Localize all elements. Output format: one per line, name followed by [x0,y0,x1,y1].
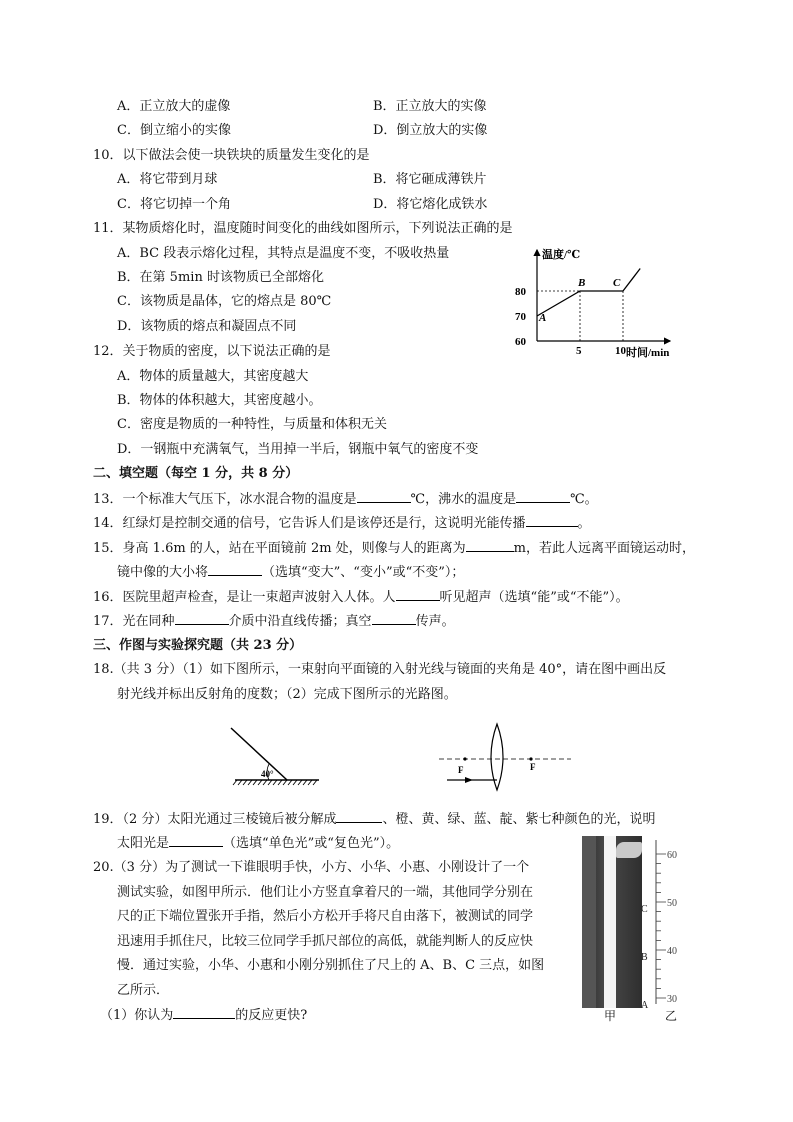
y-tick-80: 80 [515,286,526,298]
q10-stem: 10．以下做法会使一块铁块的质量发生变化的是 [93,148,370,163]
ruler-label-60: 60 [667,850,677,861]
q17-text-1: 17．光在同种 [93,614,175,629]
q20-line-5: 慢．通过实验，小华、小惠和小刚分别抓住了尺上的 A、B、C 三点，如图 [117,958,545,973]
point-label-a: A [539,312,547,324]
ruler-point-b: B [641,951,648,963]
q18-line-1: 18.（共 3 分）（1）如下图所示，一束射向平面镜的入射光线与镜面的夹角是 40°，请在图中画出反 [93,662,667,677]
q16-text-1: 16．医院里超声检查，是让一束超声波射入人体。人 [93,590,396,605]
q19-blank-1[interactable] [336,810,382,823]
q11-stem: 11．某物质熔化时，温度随时间变化的曲线如图所示，下列说法正确的是 [93,221,513,236]
ruler-photo [582,836,642,1008]
q17-blank-2[interactable] [372,612,416,625]
focus-right-point [529,757,532,760]
q13-text-2: ℃，沸水的温度是 [410,492,517,507]
y-tick-70: 70 [515,311,526,323]
q20-sub1-blank[interactable] [173,1006,235,1019]
incident-ray [231,728,287,780]
q16-text-2: 听见超声（选填“能”或“不能”）。 [439,590,629,605]
q19-line-2 [117,834,399,853]
q17-text-2: 介质中沿直线传播；真空 [228,614,372,629]
focus-left-label: F [458,765,464,775]
melting-curve-chart [512,244,690,364]
ruler-strip [604,836,616,1008]
q20-line-1: 20.（3 分）为了测试一下谁眼明手快，小方、小华、小惠、小刚设计了一个 [93,860,530,875]
q13 [93,490,598,509]
section-2-title: 二、填空题（每空 1 分，共 8 分） [93,466,299,481]
q12-option-b: B．物体的体积越大，其密度越小。 [117,393,322,408]
x-axis-label: 时间/min [626,347,670,359]
q13-blank-2[interactable] [516,490,570,503]
angle-label: 40° [261,769,274,779]
q14 [93,514,591,533]
q9-option-b: B．正立放大的实像 [373,99,487,114]
q18-line-2: 射光线并标出反射角的度数；（2）完成下图所示的光路图。 [117,687,457,702]
q11-option-b: B．在第 5min 时该物质已全部熔化 [117,270,324,285]
q14-blank[interactable] [526,514,578,527]
background-panel [582,836,596,1008]
q12-option-d: D．一钢瓶中充满氧气，当用掉一半后，钢瓶中氧气的密度不变 [117,442,479,457]
q20-sub1-text-1: （1）你认为 [100,1008,174,1023]
q20-line-3: 尺的正下端位置张开手指，然后小方松开手将尺自由落下，被测试的同学 [117,909,534,924]
q9-option-a: A．正立放大的虚像 [117,99,231,114]
q15-blank-1[interactable] [466,539,514,552]
q15-text-1: 15．身高 1.6m 的人，站在平面镜前 2m 处，则像与人的距离为 [93,541,466,556]
q15-line-2 [117,563,464,582]
figure-label-jia: 甲 [604,1009,617,1023]
point-label-c: C [613,277,621,289]
q14-text-2: 。 [577,516,591,531]
convex-lens-figure [435,722,575,792]
x-tick-5: 5 [576,345,582,357]
focus-left-point [463,757,466,760]
q20-sub-1 [100,1006,307,1025]
q13-blank-1[interactable] [357,490,411,503]
q12-option-a: A．物体的质量越大，其密度越大 [117,369,309,384]
q19-text-1: 19．（2 分）太阳光通过三棱镜后被分解成 [93,812,337,827]
q14-text-1: 14．红绿灯是控制交通的信号，它告诉人们是该停还是行，这说明光能传播 [93,516,526,531]
y-axis-label: 温度/℃ [542,249,581,261]
q11-option-c: C．该物质是晶体，它的熔点是 80℃ [117,294,332,309]
y-tick-60: 60 [515,336,526,348]
q17-text-3: 传声。 [415,614,455,629]
q15-text-3: 镜中像的大小将 [117,565,209,580]
focus-right-label: F [530,762,536,772]
q12-stem: 12．关于物质的密度，以下说法正确的是 [93,344,331,359]
q20-line-2: 测试实验，如图甲所示．他们让小方竖直拿着尺的一端，其他同学分别在 [117,885,534,900]
point-label-b: B [578,277,586,289]
q15-line-1 [93,539,695,558]
ruler-label-40: 40 [667,946,677,957]
q17 [93,612,455,631]
curve-line [537,269,640,317]
q9-option-d: D．倒立放大的实像 [373,123,488,138]
q19-text-3: 太阳光是 [117,836,170,851]
q15-text-2: m，若此人远离平面镜运动时， [513,541,695,556]
q12-option-c: C．密度是物质的一种特性，与质量和体积无关 [117,417,387,432]
x-tick-10: 10 [615,345,626,357]
q20-sub1-text-2: 的反应更快? [235,1008,308,1023]
q19-text-4: （选填“单色光”或“复色光”）。 [223,836,400,851]
q20-line-6: 乙所示． [117,983,170,998]
q20-line-4: 迅速用手抓住尺，比较三位同学手抓尺部位的高低，就能判断人的反应快 [117,934,534,949]
q17-blank-1[interactable] [175,612,229,625]
q13-text-1: 13．一个标准大气压下，冰水混合物的温度是 [93,492,357,507]
q11-option-d: D．该物质的熔点和凝固点不同 [117,319,297,334]
q16 [93,588,629,607]
ruler-label-50: 50 [667,898,677,909]
ruler-scale-figure [640,836,690,1008]
section-3-title: 三、作图与实验探究题（共 23 分） [93,638,303,653]
ruler-point-c: C [641,903,648,915]
q9-option-c: C．倒立缩小的实像 [117,123,231,138]
q19-blank-2[interactable] [169,834,223,847]
ruler-point-a: A [641,999,649,1008]
q10-option-d: D．将它熔化成铁水 [373,197,488,212]
q16-blank[interactable] [396,588,440,601]
q10-option-a: A．将它带到月球 [117,172,218,187]
q15-blank-2[interactable] [208,563,262,576]
q19-line-1 [93,810,655,829]
ruler-label-30: 30 [667,994,677,1005]
plane-mirror-figure [225,722,325,792]
q19-text-2: 、橙、黄、绿、蓝、靛、紫七种颜色的光，说明 [382,812,656,827]
q10-option-c: C．将它切掉一个角 [117,197,231,212]
q10-option-b: B．将它砸成薄铁片 [373,172,487,187]
hand-shape [616,842,642,858]
q11-option-a: A．BC 段表示熔化过程，其特点是温度不变，不吸收热量 [117,246,450,261]
q15-text-4: （选填“变大”、“变小”或“不变”）； [262,565,465,580]
figure-label-yi: 乙 [665,1009,678,1023]
q13-text-3: ℃。 [570,492,598,507]
ray-arrow-icon [465,777,473,783]
